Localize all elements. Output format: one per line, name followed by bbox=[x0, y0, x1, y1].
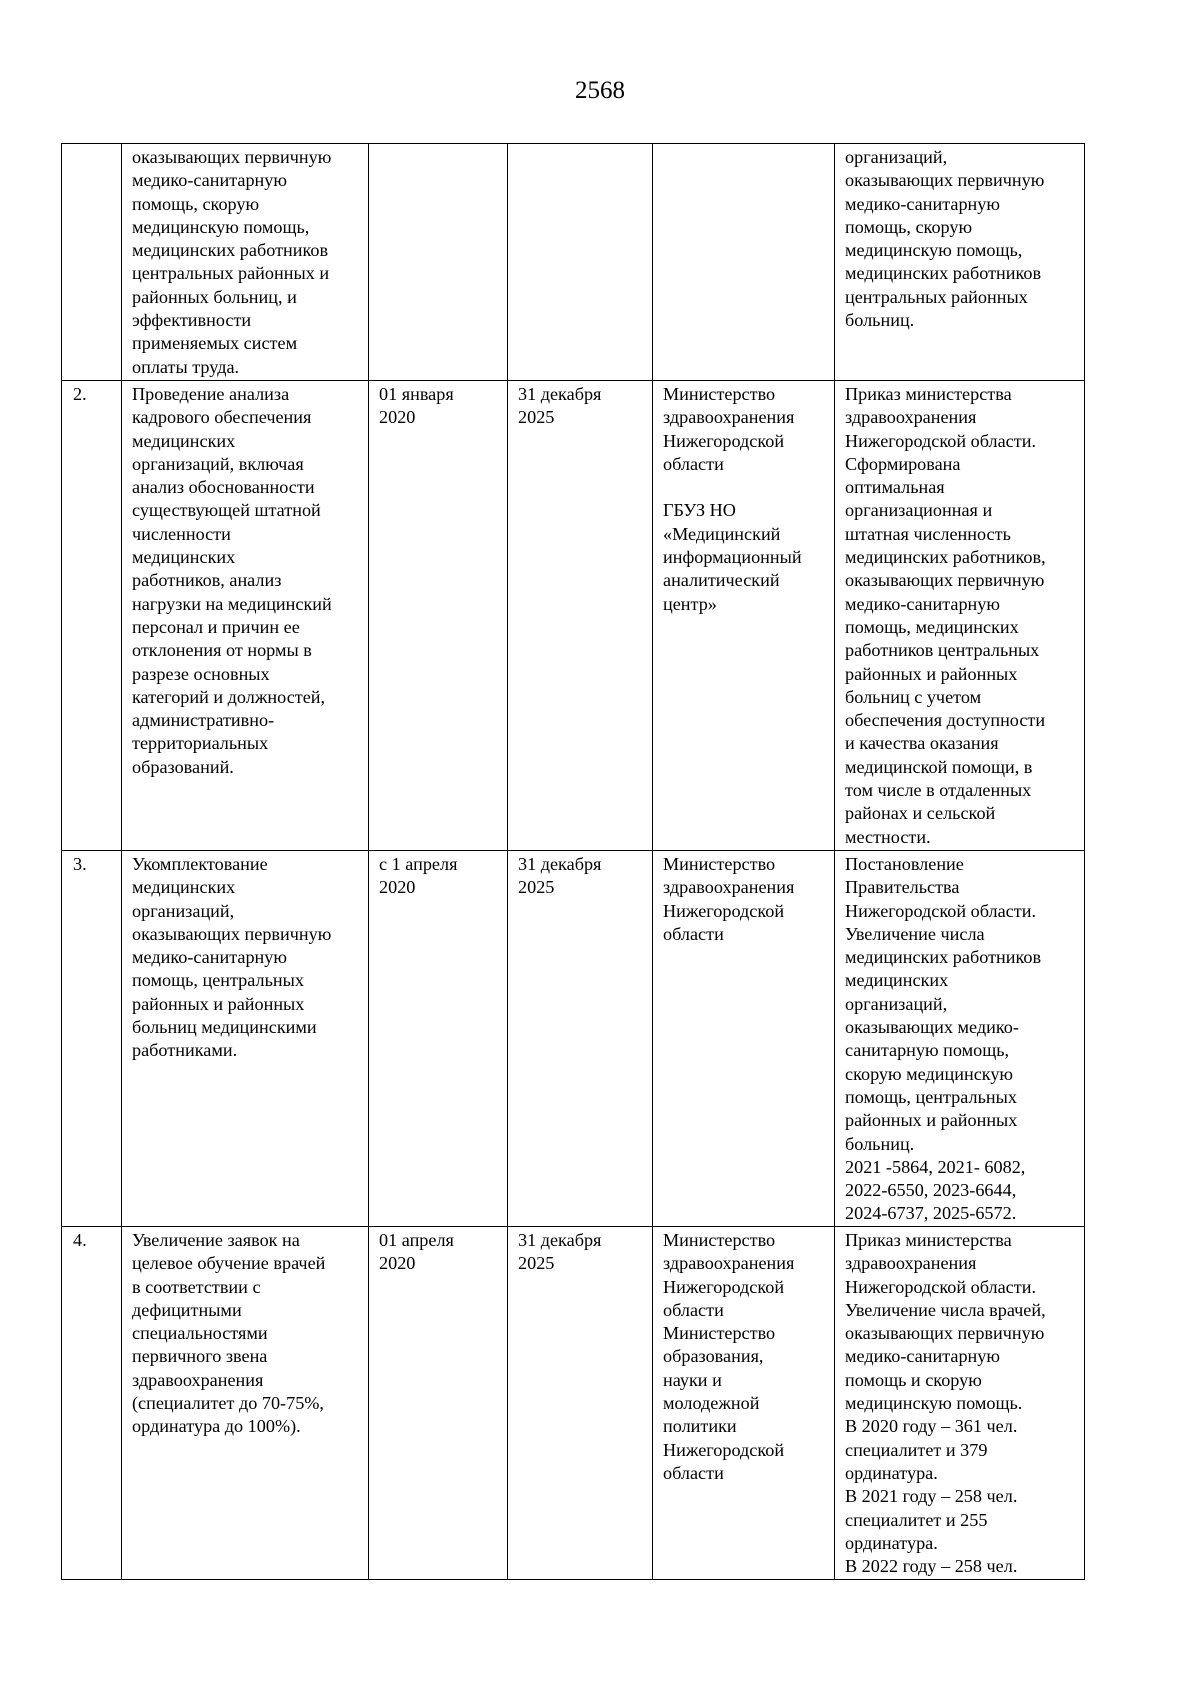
activity-cell: оказывающих первичную медико-санитарную помощь, скорую медицинскую помощь, медицинских работников центральных районных и районных больниц, и эффективности применяемых систем оплаты труда. bbox=[122, 144, 369, 381]
start-date-cell bbox=[369, 144, 508, 381]
table-row bbox=[62, 851, 1085, 1227]
activity-cell: Увеличение заявок на целевое обучение врачей в соответствии с дефицитными специальностями первичного звена здравоохранения (специалитет до 70-75%, ординатура до 100%). bbox=[122, 1227, 369, 1580]
end-date-cell: 31 декабря 2025 bbox=[508, 1227, 653, 1580]
result-cell: Приказ министерства здравоохранения Нижегородской области. Сформирована оптимальная организационная и штатная численность медицинских работников, оказывающих первичную медико-санитарную помощь, медицинских работников центральных районных и районных больниц с учетом обеспечения доступности и качества оказания медицинской помощи, в том числе в отдаленных районах и сельской местности. bbox=[835, 381, 1085, 851]
measures-table bbox=[61, 143, 1085, 1580]
end-date-cell: 31 декабря 2025 bbox=[508, 851, 653, 1227]
responsible-cell bbox=[653, 144, 835, 381]
table-row bbox=[62, 1227, 1085, 1580]
responsible-cell: Министерство здравоохранения Нижегородской области Министерство образования, науки и молодежной политики Нижегородской области bbox=[653, 1227, 835, 1580]
table-row bbox=[62, 381, 1085, 851]
end-date-cell: 31 декабря 2025 bbox=[508, 381, 653, 851]
start-date-cell: с 1 апреля 2020 bbox=[369, 851, 508, 1227]
start-date-cell: 01 апреля 2020 bbox=[369, 1227, 508, 1580]
result-cell: Приказ министерства здравоохранения Нижегородской области. Увеличение числа врачей, оказывающих первичную медико-санитарную помощь и скорую медицинскую помощь. В 2020 году – 361 чел. специалитет и 379 ординатура. В 2021 году – 258 чел. специалитет и 255 ординатура. В 2022 году – 258 чел. bbox=[835, 1227, 1085, 1580]
row-number: 4. bbox=[62, 1227, 122, 1580]
result-cell: организаций, оказывающих первичную медико-санитарную помощь, скорую медицинскую помощь, медицинских работников центральных районных больниц. bbox=[835, 144, 1085, 381]
start-date-cell: 01 января 2020 bbox=[369, 381, 508, 851]
page-number: 2568 bbox=[575, 77, 625, 104]
responsible-cell: Министерство здравоохранения Нижегородской области bbox=[653, 851, 835, 1227]
responsible-cell: Министерство здравоохранения Нижегородской области ГБУЗ НО «Медицинский информационный аналитический центр» bbox=[653, 381, 835, 851]
result-cell: Постановление Правительства Нижегородской области. Увеличение числа медицинских работников медицинских организаций, оказывающих медико- санитарную помощь, скорую медицинскую помощь, центральных районных и районных больниц. 2021 -5864, 2021- 6082, 2022-6550, 2023-6644, 2024-6737, 2025-6572. bbox=[835, 851, 1085, 1227]
row-number: 2. bbox=[62, 381, 122, 851]
activity-cell: Проведение анализа кадрового обеспечения медицинских организаций, включая анализ обоснованности существующей штатной численности медицинских работников, анализ нагрузки на медицинский персонал и причин ее отклонения от нормы в разрезе основных категорий и должностей, административно- территориальных образований. bbox=[122, 381, 369, 851]
end-date-cell bbox=[508, 144, 653, 381]
row-number bbox=[62, 144, 122, 381]
table-row bbox=[62, 144, 1085, 381]
activity-cell: Укомплектование медицинских организаций, оказывающих первичную медико-санитарную помощь, центральных районных и районных больниц медицинскими работниками. bbox=[122, 851, 369, 1227]
row-number: 3. bbox=[62, 851, 122, 1227]
